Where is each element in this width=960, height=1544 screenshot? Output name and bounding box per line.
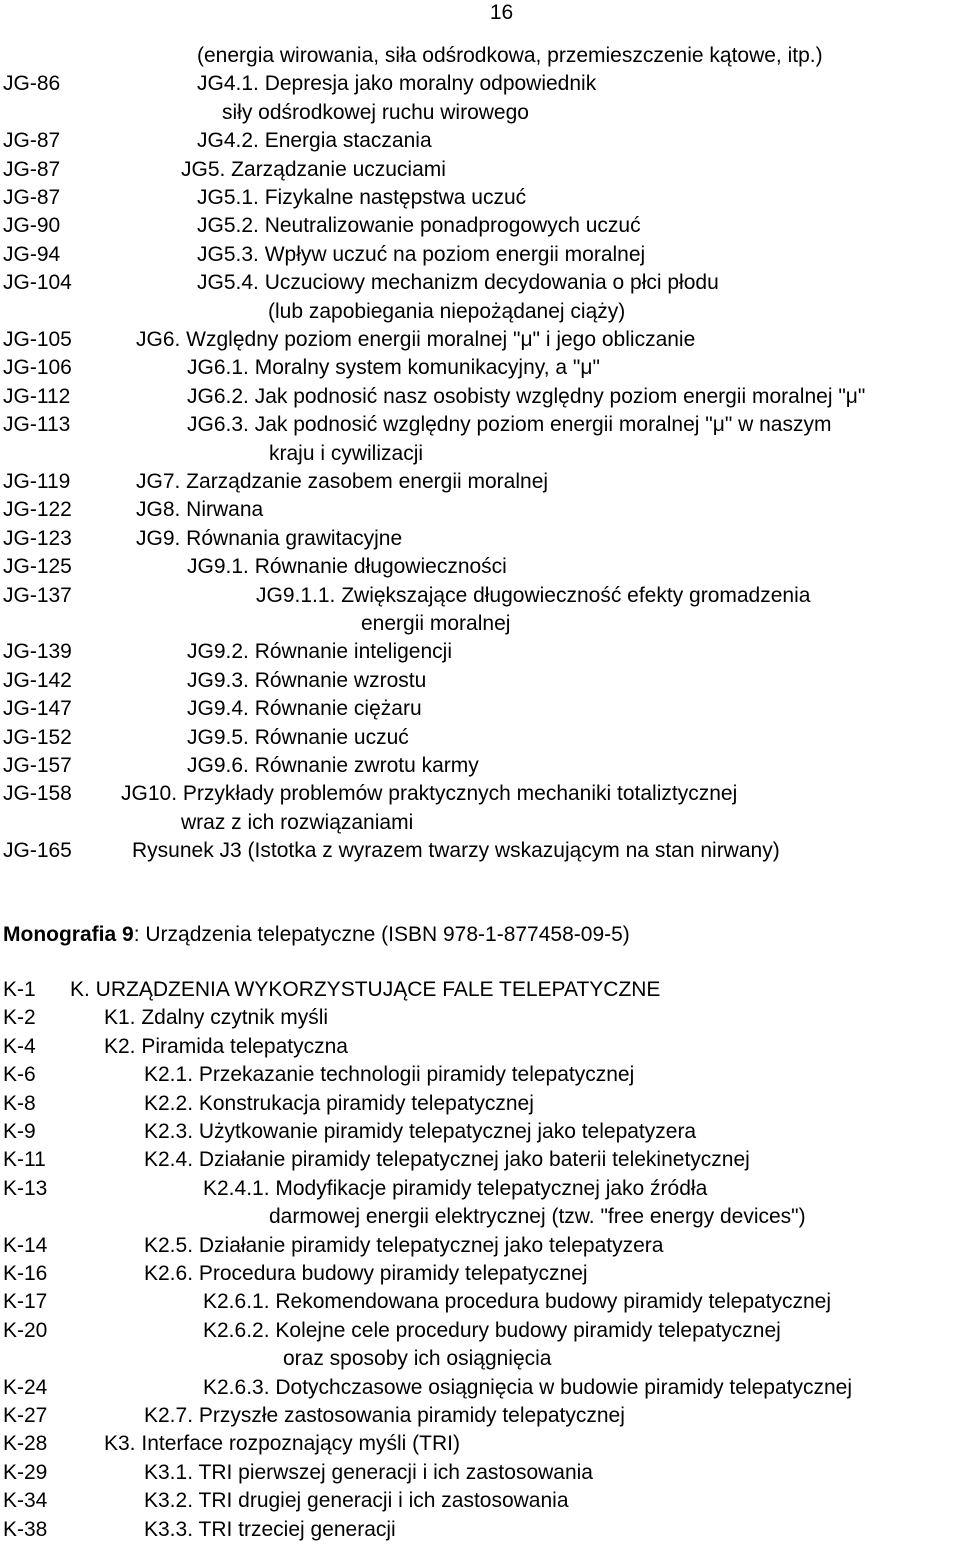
toc-entry-title: JG9.5. Równanie uczuć (187, 725, 409, 749)
toc-entry (0, 1004, 960, 1032)
toc-page-ref: JG-122 (3, 498, 72, 522)
toc-entry (0, 582, 960, 610)
toc-entry-title: K2.6.2. Kolejne cele procedury budowy piramidy telepatycznej (203, 1318, 781, 1342)
toc-entry-title: JG9.3. Równanie wzrostu (187, 668, 427, 692)
toc-entry (0, 638, 960, 666)
toc-page-ref: JG-106 (3, 356, 72, 380)
toc-page-ref: K-27 (3, 1404, 48, 1427)
toc-entry (0, 99, 960, 127)
page-number: 16 (489, 1, 514, 24)
toc-page-ref: K-16 (3, 1262, 48, 1285)
toc-entry (0, 269, 960, 297)
toc-entry (0, 837, 960, 865)
toc-entry (0, 976, 960, 1004)
toc-entry-title: JG9.4. Równanie ciężaru (187, 697, 422, 721)
toc-entry-title: K2.3. Użytkowanie piramidy telepatycznej jako telepatyzera (144, 1120, 697, 1143)
toc-entry-title: JG9.1.1. Zwiększające długowieczność efekty gromadzenia (256, 583, 811, 607)
toc-entry (0, 1459, 960, 1487)
toc-entry-title: K2.5. Działanie piramidy telepatycznej jako telepatyzera (144, 1233, 664, 1257)
toc-entry-title: JG5.1. Fizykalne następstwa uczuć (197, 186, 527, 209)
toc-entry-title: kraju i cywilizacji (269, 441, 424, 465)
toc-entry (0, 383, 960, 411)
toc-entry-title: JG5.4. Uczuciowy mechanizm decydowania o płci płodu (197, 271, 719, 295)
toc-entry (0, 752, 960, 780)
toc-page-ref: JG-87 (3, 157, 61, 181)
toc-entry-title: JG5. Zarządzanie uczuciami (181, 157, 446, 181)
toc-page-ref: JG-142 (3, 668, 72, 692)
toc-entry-title: siły odśrodkowej ruchu wirowego (222, 100, 529, 124)
toc-entry-title: K2.6. Procedura budowy piramidy telepatycznej (144, 1262, 588, 1285)
toc-page-ref: JG-119 (3, 470, 71, 493)
toc-entry (0, 1345, 960, 1373)
toc-entry (0, 440, 960, 468)
toc-entry-title: K3.3. TRI trzeciej generacji (144, 1517, 396, 1541)
toc-entry (0, 1118, 960, 1146)
toc-entry-title: JG9. Równania grawitacyjne (136, 526, 403, 550)
toc-entry-title: (lub zapobiegania niepożądanej ciąży) (268, 299, 626, 323)
toc-page-ref: JG-137 (3, 583, 72, 607)
toc-entry (0, 184, 960, 212)
toc-entry (0, 354, 960, 382)
toc-entry (0, 42, 960, 70)
toc-entry (0, 411, 960, 439)
toc-entry-title: K2.4. Działanie piramidy telepatycznej jako baterii telekinetycznej (144, 1148, 750, 1172)
toc-page-ref: JG-94 (3, 242, 61, 266)
toc-entry-title: JG9.6. Równanie zwrotu karmy (187, 754, 479, 777)
toc-entry (0, 553, 960, 581)
toc-entry (0, 809, 960, 837)
toc-page-ref: K-29 (3, 1460, 48, 1484)
toc-entry-title: oraz sposoby ich osiągnięcia (283, 1347, 552, 1371)
toc-entry (0, 127, 960, 155)
toc-entry-title: K3. Interface rozpoznający myśli (TRI) (104, 1432, 460, 1456)
toc-page-ref: K-11 (3, 1148, 46, 1172)
toc-page-ref: JG-90 (3, 214, 61, 238)
toc-entry (0, 1175, 960, 1203)
toc-entry (0, 298, 960, 326)
toc-entry (0, 1146, 960, 1174)
toc-page-ref: K-8 (3, 1091, 36, 1115)
toc-entry (0, 695, 960, 723)
toc-page-ref: JG-125 (3, 555, 72, 579)
toc-entry-title: JG5.2. Neutralizowanie ponadprogowych uczuć (197, 214, 641, 238)
toc-page-ref: JG-113 (3, 413, 71, 437)
toc-entry-title: JG6. Względny poziom energii moralnej "μ" i jego obliczanie (136, 328, 696, 351)
toc-entry (0, 212, 960, 240)
toc-entry (0, 724, 960, 752)
toc-page-ref: K-34 (3, 1489, 48, 1513)
toc-entry-title: JG6.2. Jak podnosić nasz osobisty względny poziom energii moralnej "μ" (187, 384, 866, 408)
toc-entry-title: K3.1. TRI pierwszej generacji i ich zastosowania (144, 1460, 593, 1484)
toc-page-ref: K-2 (3, 1006, 36, 1030)
toc-entry-title: JG7. Zarządzanie zasobem energii moralnej (136, 470, 549, 493)
toc-page-ref: JG-104 (3, 271, 72, 295)
toc-page-ref: JG-157 (3, 754, 72, 777)
toc-entry (0, 1430, 960, 1458)
toc-entry-title: JG6.3. Jak podnosić względny poziom energii moralnej "μ" w naszym (187, 413, 832, 437)
toc-entry-title: K2.6.1. Rekomendowana procedura budowy piramidy telepatycznej (203, 1290, 832, 1314)
toc-page-ref: JG-152 (3, 725, 72, 749)
toc-page-ref: K-9 (3, 1120, 36, 1143)
toc-entry-title: JG5.3. Wpływ uczuć na poziom energii moralnej (197, 242, 646, 266)
toc-entry (0, 667, 960, 695)
toc-entry-title: JG4.2. Energia staczania (197, 129, 432, 153)
toc-entry (0, 1317, 960, 1345)
toc-page-ref: JG-147 (3, 697, 72, 721)
toc-page-ref: JG-123 (3, 526, 72, 550)
toc-entry (0, 1374, 960, 1402)
monograph-title: : Urządzenia telepatyczne (ISBN 978-1-877458-09-5) (133, 923, 630, 946)
toc-page-ref: JG-112 (3, 384, 71, 408)
toc-page-ref: JG-139 (3, 640, 72, 664)
toc-entry-title: K2.2. Konstrukacja piramidy telepatycznej (144, 1091, 534, 1115)
toc-entry (0, 241, 960, 269)
toc-entry (0, 1260, 960, 1288)
toc-page-ref: K-6 (3, 1063, 36, 1087)
toc-entry-title: K2. Piramida telepatyczna (104, 1034, 348, 1058)
toc-entry (0, 1402, 960, 1430)
toc-page-ref: K-13 (3, 1176, 48, 1200)
toc-entry (0, 525, 960, 553)
toc-entry-title: Rysunek J3 (Istotka z wyrazem twarzy wskazującym na stan nirwany) (132, 839, 780, 863)
toc-entry (0, 326, 960, 354)
toc-entry (0, 1232, 960, 1260)
toc-page-ref: JG-87 (3, 186, 61, 209)
toc-entry-title: K2.1. Przekazanie technologii piramidy telepatycznej (144, 1063, 635, 1087)
toc-page-ref: K-4 (3, 1034, 36, 1058)
toc-entry-title: K2.7. Przyszłe zastosowania piramidy telepatycznej (144, 1404, 625, 1427)
toc-page-ref: K-20 (3, 1318, 48, 1342)
toc-entry (0, 610, 960, 638)
toc-entry-title: JG8. Nirwana (136, 498, 264, 522)
toc-entry-title: energii moralnej (361, 612, 511, 635)
toc-entry-title: JG6.1. Moralny system komunikacyjny, a "μ" (187, 356, 600, 380)
toc-page-ref: K-28 (3, 1432, 48, 1456)
toc-entry (0, 468, 960, 496)
toc-entry-title: K. URZĄDZENIA WYKORZYSTUJĄCE FALE TELEPATYCZNE (70, 978, 661, 1001)
toc-page-ref: JG-87 (3, 129, 61, 153)
toc-entry-title: K2.6.3. Dotychczasowe osiągnięcia w budowie piramidy telepatycznej (203, 1375, 853, 1399)
toc-entry-title: JG9.2. Równanie inteligencji (187, 640, 452, 664)
toc-page-ref: JG-105 (3, 328, 72, 351)
toc-entry (0, 1487, 960, 1515)
toc-entry (0, 156, 960, 184)
toc-entry-title: JG10. Przykłady problemów praktycznych mechaniki totaliztycznej (121, 782, 738, 806)
toc-entry (0, 1061, 960, 1089)
toc-entry-title: K2.4.1. Modyfikacje piramidy telepatycznej jako źródła (203, 1176, 708, 1200)
toc-page-ref: JG-158 (3, 782, 72, 806)
monograph-heading (3, 921, 630, 949)
toc-page-ref: K-17 (3, 1290, 48, 1314)
toc-entry (0, 496, 960, 524)
toc-page-ref: K-1 (3, 978, 36, 1001)
toc-entry-title: darmowej energii elektrycznej (tzw. "free energy devices") (269, 1205, 806, 1229)
toc-entry-title: JG9.1. Równanie długowieczności (187, 555, 507, 579)
toc-entry (0, 1516, 960, 1544)
toc-entry-title: JG4.1. Depresja jako moralny odpowiednik (197, 72, 597, 96)
toc-entry-title: K3.2. TRI drugiej generacji i ich zastosowania (144, 1489, 569, 1513)
toc-entry (0, 780, 960, 808)
toc-page-ref: K-24 (3, 1375, 48, 1399)
toc-page-ref: JG-86 (3, 72, 61, 96)
toc-page-ref: JG-165 (3, 839, 72, 863)
toc-entry-title: (energia wirowania, siła odśrodkowa, przemieszczenie kątowe, itp.) (197, 44, 823, 67)
toc-entry-title: wraz z ich rozwiązaniami (181, 810, 414, 834)
toc-page-ref: K-14 (3, 1233, 48, 1257)
toc-entry (0, 70, 960, 98)
toc-entry (0, 1090, 960, 1118)
toc-entry (0, 1033, 960, 1061)
toc-page-ref: K-38 (3, 1517, 48, 1541)
toc-entry-title: K1. Zdalny czytnik myśli (104, 1006, 329, 1030)
toc-entry (0, 1203, 960, 1231)
monograph-label: Monografia 9 (3, 923, 134, 946)
toc-entry (0, 1288, 960, 1316)
